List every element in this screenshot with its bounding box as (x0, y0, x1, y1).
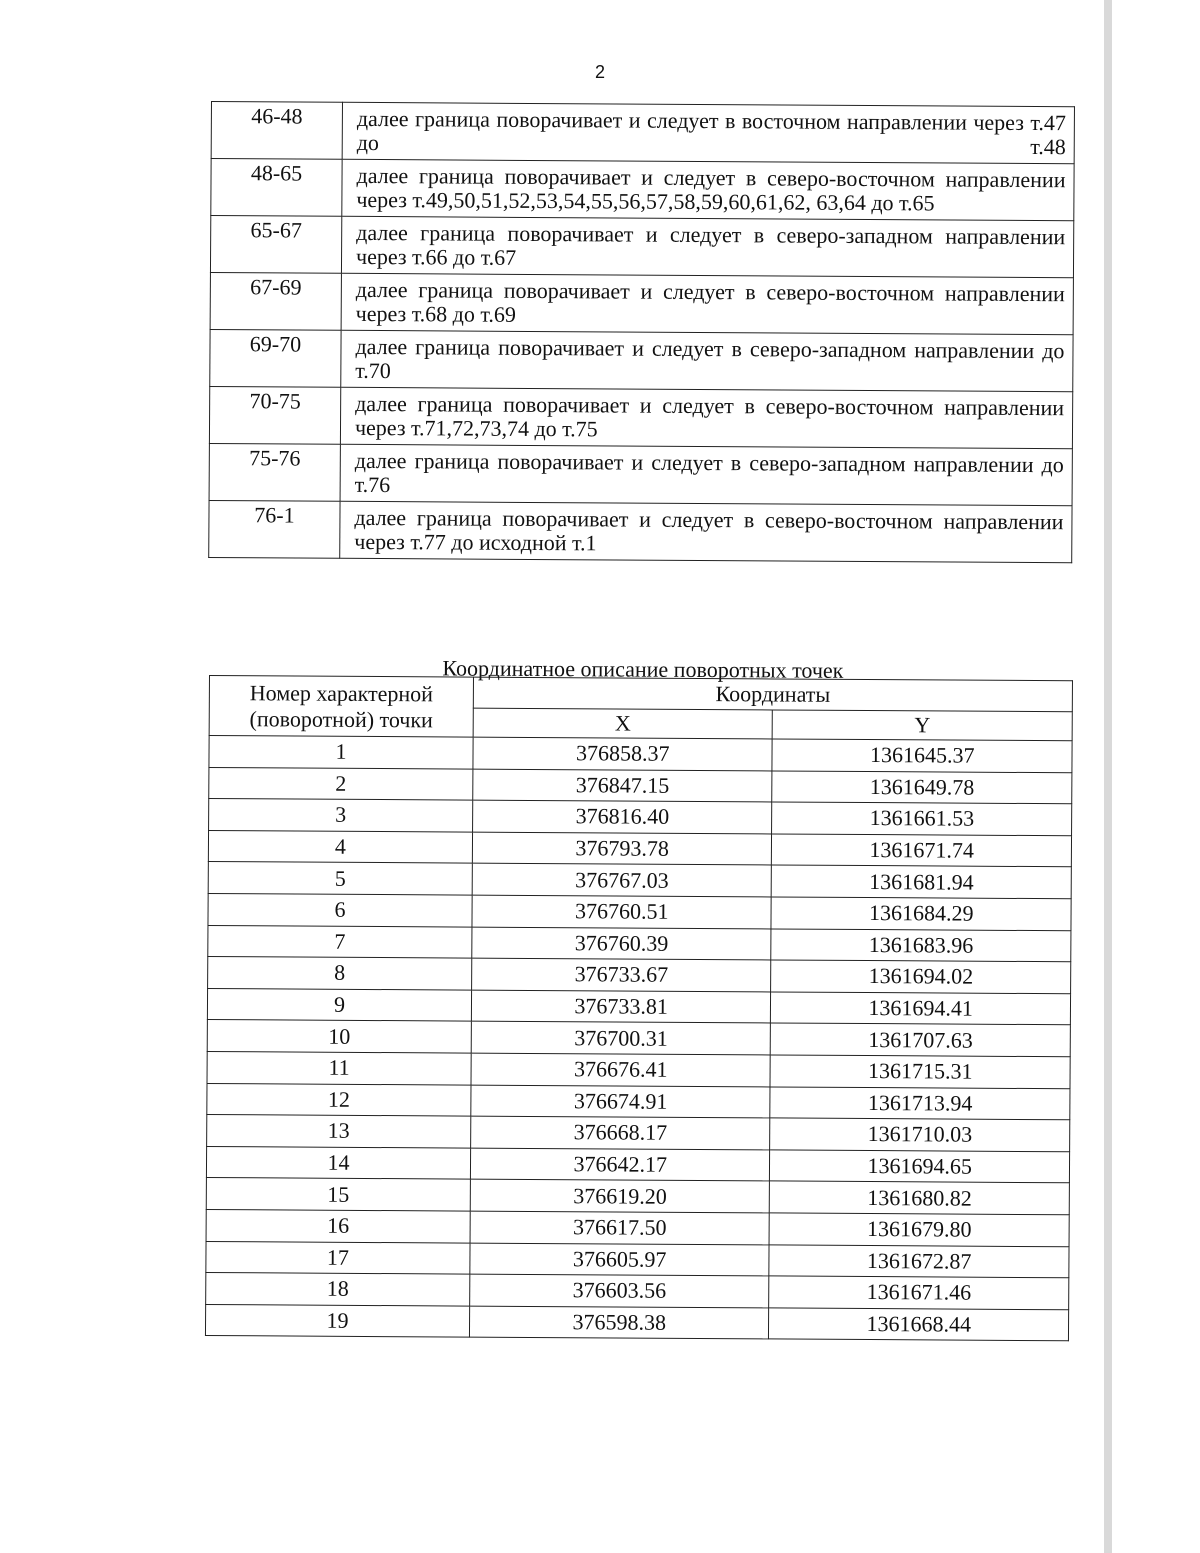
table-header-row (209, 676, 1072, 712)
point-number-cell: 11 (207, 1051, 471, 1084)
segment-description: далее граница поворачивает и следует в северо-восточном направлении через т.68 до т.69 (341, 273, 1073, 334)
x-coordinate-cell: 376619.20 (470, 1179, 770, 1212)
x-coordinate-cell: 376793.78 (472, 832, 772, 865)
y-coordinate-cell: 1361671.46 (769, 1276, 1069, 1309)
y-coordinate-cell: 1361683.96 (771, 929, 1071, 962)
table-row (211, 102, 1074, 164)
segment-code: 65-67 (210, 216, 341, 274)
table-row (208, 830, 1071, 867)
boundary-segments-table (208, 101, 1075, 563)
y-coordinate-cell: 1361649.78 (772, 771, 1072, 804)
coordinates-table-body (205, 736, 1072, 1342)
segment-description: далее граница поворачивает и следует в северо-западном направлении до т.76 (340, 444, 1072, 505)
table-row (209, 386, 1072, 448)
segment-description: далее граница поворачивает и следует в северо-восточном направлении через т.77 до исходной т.1 (340, 501, 1072, 562)
point-number-cell: 12 (207, 1083, 471, 1116)
point-number-cell: 18 (206, 1273, 470, 1306)
table-row (209, 736, 1072, 773)
point-number-cell: 10 (207, 1020, 471, 1053)
x-coordinate-cell: 376816.40 (473, 800, 773, 833)
y-coordinate-cell: 1361694.65 (770, 1150, 1070, 1183)
x-coordinate-cell: 376700.31 (471, 1021, 771, 1054)
table-row (207, 988, 1070, 1025)
table-row (207, 1115, 1070, 1152)
y-coordinate-cell: 1361661.53 (772, 802, 1072, 835)
point-number-cell: 15 (206, 1178, 470, 1211)
table-row (208, 925, 1071, 962)
point-number-cell: 5 (208, 862, 472, 895)
y-coordinate-cell: 1361715.31 (770, 1055, 1070, 1088)
point-number-cell: 13 (207, 1115, 471, 1148)
y-coordinate-cell: 1361694.02 (771, 960, 1071, 993)
table-row (210, 272, 1073, 334)
table-row (207, 1020, 1070, 1057)
table-row (206, 1241, 1069, 1278)
table-row (210, 329, 1073, 391)
x-coordinate-cell: 376668.17 (471, 1116, 771, 1149)
table-row (210, 216, 1073, 278)
segment-code: 46-48 (211, 102, 342, 160)
segment-description: далее граница поворачивает и следует в восточном направлении через т.47 до т.48 (342, 102, 1074, 163)
segment-code: 48-65 (211, 159, 342, 217)
table-row (206, 1146, 1069, 1183)
segment-code: 69-70 (210, 329, 341, 387)
table-row (209, 767, 1072, 804)
point-number-header: Номер характерной (поворотной) точки (209, 676, 473, 738)
table-row (209, 799, 1072, 836)
segment-code: 70-75 (209, 386, 340, 444)
x-coordinate-cell: 376858.37 (473, 737, 773, 770)
y-coordinate-cell: 1361713.94 (770, 1086, 1070, 1119)
table-row (207, 1051, 1070, 1088)
point-number-cell: 8 (208, 957, 472, 990)
x-coordinate-cell: 376676.41 (471, 1053, 771, 1086)
table-row (206, 1209, 1069, 1246)
segment-code: 67-69 (210, 272, 341, 330)
y-coordinate-cell: 1361694.41 (771, 992, 1071, 1025)
x-coordinate-cell: 376603.56 (470, 1274, 770, 1307)
table-row (206, 1273, 1069, 1310)
x-coordinate-cell: 376733.81 (471, 990, 771, 1023)
segment-description: далее граница поворачивает и следует в северо-западном направлении через т.66 до т.67 (341, 216, 1073, 277)
segment-code: 75-76 (209, 443, 340, 501)
y-coordinate-cell: 1361671.74 (772, 834, 1072, 867)
point-number-cell: 2 (209, 767, 473, 800)
table-row (211, 159, 1074, 221)
point-number-cell: 17 (206, 1241, 470, 1274)
point-number-cell: 7 (208, 925, 472, 958)
x-coordinate-cell: 376847.15 (473, 769, 773, 802)
table-row (205, 1304, 1068, 1341)
x-coordinate-cell: 376605.97 (470, 1243, 770, 1276)
segment-description: далее граница поворачивает и следует в северо-восточном направлении через т.71,72,73,74 до т.75 (340, 387, 1072, 448)
segment-description: далее граница поворачивает и следует в северо-восточном направлении через т.49,50,51,52,53,54,55,56,57,58,59,60,61,62, 63,64 до т.65 (342, 159, 1074, 220)
x-coordinate-cell: 376760.39 (472, 927, 772, 960)
x-coordinate-cell: 376674.91 (471, 1085, 771, 1118)
point-number-cell: 3 (209, 799, 473, 832)
table-row (206, 1178, 1069, 1215)
x-coordinate-cell: 376617.50 (470, 1211, 770, 1244)
point-number-cell: 1 (209, 736, 473, 769)
table-row (208, 957, 1071, 994)
table-row (209, 500, 1072, 562)
segment-description: далее граница поворачивает и следует в северо-западном направлении до т.70 (341, 330, 1073, 391)
coordinates-table (205, 675, 1073, 1342)
y-coordinate-cell: 1361710.03 (770, 1118, 1070, 1151)
point-number-cell: 14 (206, 1146, 470, 1179)
segment-code: 76-1 (209, 500, 340, 558)
x-coordinate-cell: 376760.51 (472, 895, 772, 928)
y-column-header: Y (773, 710, 1073, 741)
y-coordinate-cell: 1361645.37 (772, 739, 1072, 772)
y-coordinate-cell: 1361668.44 (769, 1308, 1069, 1341)
coordinates-header: Координаты (473, 677, 1072, 712)
page-number: 2 (594, 62, 605, 82)
table-row (208, 862, 1071, 899)
x-coordinate-cell: 376598.38 (469, 1306, 769, 1339)
y-coordinate-cell: 1361672.87 (769, 1244, 1069, 1277)
point-number-cell: 4 (208, 830, 472, 863)
y-coordinate-cell: 1361679.80 (769, 1213, 1069, 1246)
y-coordinate-cell: 1361680.82 (770, 1181, 1070, 1214)
point-number-cell: 19 (205, 1304, 469, 1337)
x-column-header: X (473, 708, 773, 739)
y-coordinate-cell: 1361681.94 (772, 865, 1072, 898)
table-row (208, 893, 1071, 930)
point-number-cell: 16 (206, 1209, 470, 1242)
coordinates-table-title: Координатное описание поворотных точек (442, 655, 844, 683)
y-coordinate-cell: 1361684.29 (771, 897, 1071, 930)
scan-edge-shadow (1104, 0, 1112, 1553)
table-row (209, 443, 1072, 505)
table-row (207, 1083, 1070, 1120)
x-coordinate-cell: 376767.03 (472, 863, 772, 896)
x-coordinate-cell: 376642.17 (470, 1148, 770, 1181)
y-coordinate-cell: 1361707.63 (771, 1023, 1071, 1056)
point-number-cell: 9 (207, 988, 471, 1021)
point-number-cell: 6 (208, 893, 472, 926)
x-coordinate-cell: 376733.67 (472, 958, 772, 991)
